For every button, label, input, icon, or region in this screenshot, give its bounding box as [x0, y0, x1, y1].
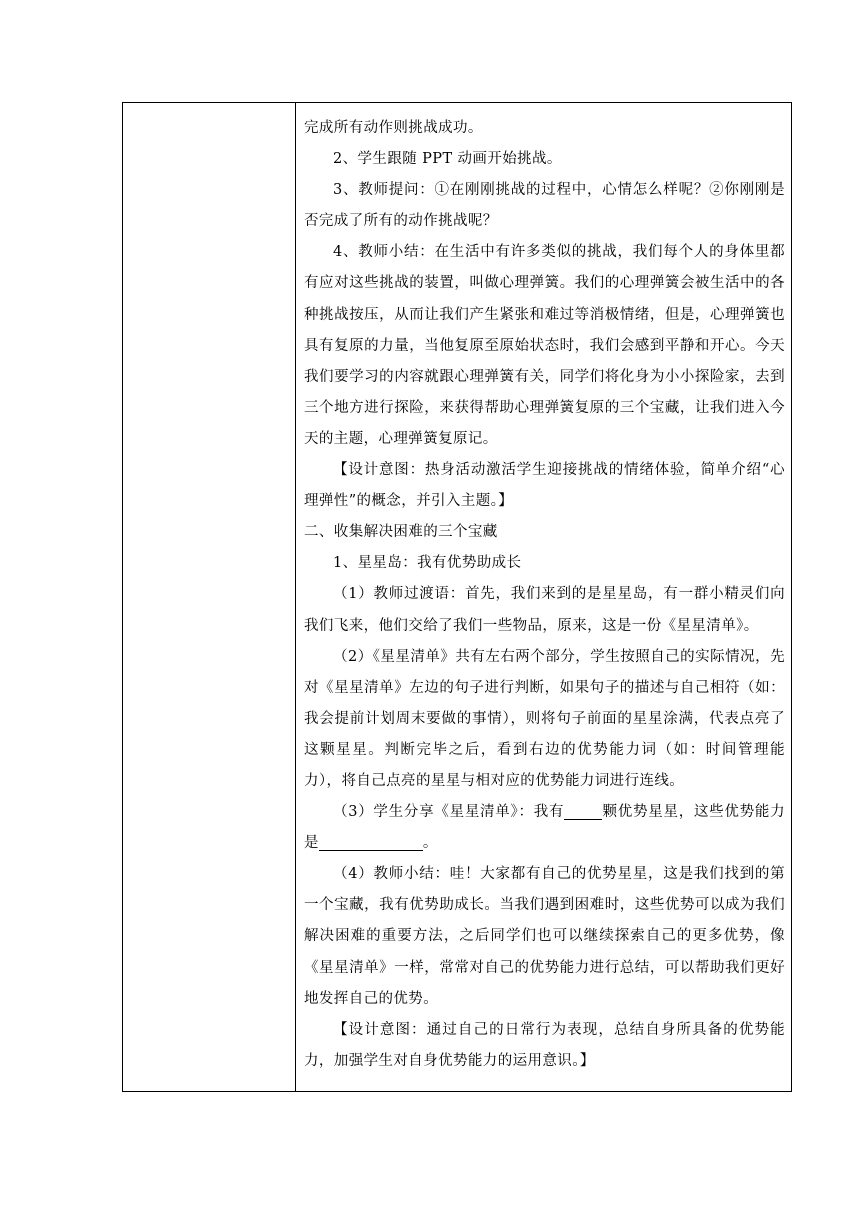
fill-blank-abilities	[319, 834, 423, 851]
design-intent-2: 【设计意图：通过自己的日常行为表现，总结自身所具备的优势能力，加强学生对自身优势能力的运用意识。】	[304, 1021, 785, 1069]
fill-blank-count	[564, 803, 602, 820]
paragraph-step-2: 2、学生跟随 PPT 动画开始挑战。	[333, 151, 562, 168]
subheading-star-island: 1、星星岛：我有优势助成长	[333, 555, 522, 572]
item-3-text-b: 颗优势星星，这些优势能力是	[304, 804, 785, 852]
paragraph-item-3	[304, 797, 785, 859]
paragraph-item-2: （2）《星星清单》共有左右两个部分，学生按照自己的实际情况，先对《星星清单》左边的句子进行判断，如果句子的描述与自己相符（如：我会提前计划周末要做的事情），则将句子前面的星星涂满，代表点亮了这颗星星。判断完毕之后，看到右边的优势能力词（如：时间管理能力），将自己点亮的星星与相对应的优势能力词进行连线。	[304, 648, 785, 789]
item-3-text-c: 。	[422, 835, 438, 852]
section-heading-two: 二、收集解决困难的三个宝藏	[304, 524, 498, 541]
item-3-text-a: （3）学生分享《星星清单》：我有	[333, 804, 565, 821]
paragraph-challenge-success: 完成所有动作则挑战成功。	[304, 120, 483, 136]
table-right-column	[296, 103, 791, 1091]
paragraph-item-4: （4）教师小结：哇！大家都有自己的优势星星，这是我们找到的第一个宝藏，我有优势助成长。当我们遇到困难时，这些优势可以成为我们解决困难的重要方法，之后同学们也可以继续探索自己的更多优势，像《星星清单》一样，常常对自己的优势能力进行总结，可以帮助我们更好地发挥自己的优势。	[304, 866, 785, 1007]
lesson-table	[122, 102, 792, 1092]
paragraph-item-1: （1）教师过渡语：首先，我们来到的是星星岛，有一群小精灵们向我们飞来，他们交给了我们一些物品，原来，这是一份《星星清单》。	[304, 586, 785, 634]
paragraph-step-3: 3、教师提问：①在刚刚挑战的过程中，心情怎么样呢？②你刚刚是否完成了所有的动作挑战呢？	[304, 182, 785, 230]
table-left-column	[123, 103, 296, 1091]
design-intent-1: 【设计意图：热身活动激活学生迎接挑战的情绪体验，简单介绍“心理弹性”的概念，并引入主题。】	[304, 462, 785, 510]
paragraph-step-4: 4、教师小结：在生活中有许多类似的挑战，我们每个人的身体里都有应对这些挑战的装置，叫做心理弹簧。我们的心理弹簧会被生活中的各种挑战按压，从而让我们产生紧张和难过等消极情绪，但是，心理弹簧也具有复原的力量，当他复原至原始状态时，我们会感到平静和开心。今天我们要学习的内容就跟心理弹簧有关，同学们将化身为小小探险家，去到三个地方进行探险，来获得帮助心理弹簧复原的三个宝藏，让我们进入今天的主题，心理弹簧复原记。	[304, 244, 785, 447]
